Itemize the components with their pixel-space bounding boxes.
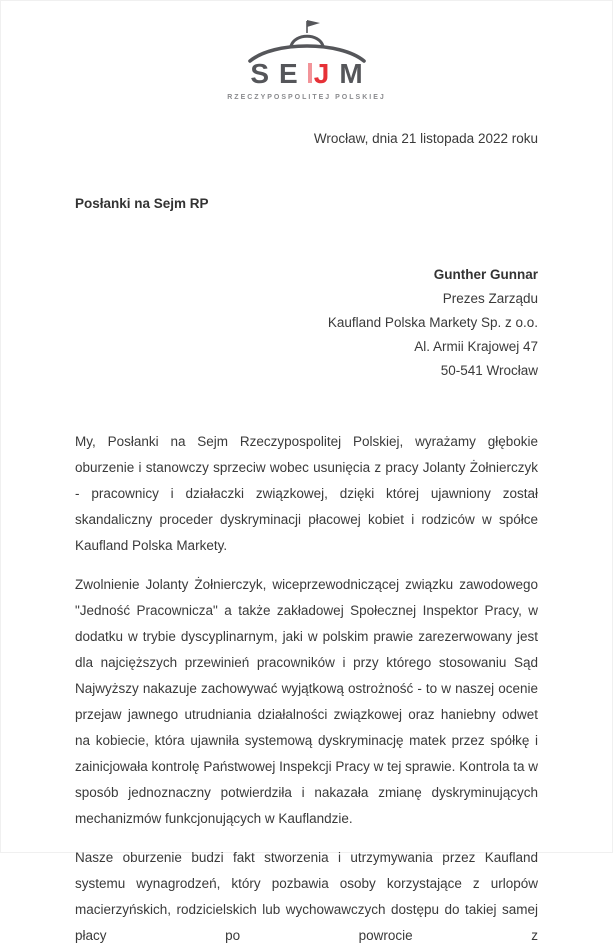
recipient-street: Al. Armii Krajowej 47 [414, 339, 538, 354]
sejm-logo [75, 16, 538, 101]
letter-body [75, 429, 538, 949]
logo-subtitle: RZECZYPOSPOLITEJ POLSKIEJ [227, 94, 386, 101]
recipient-company: Kaufland Polska Markety Sp. z o.o. [327, 315, 538, 330]
recipient-block [75, 263, 538, 383]
paragraph-2: Zwolnienie Jolanty Żołnierczyk, wiceprzewodniczącej związku zawodowego "Jedność Pracownicza" a także zakładowej Społecznej Inspektor Pracy, w dodatku w trybie dyscyplinarnym, jaki w polskim prawie zarezerwowany jest dla najcięższych przewinień pracowników i przy którego stosowaniu Sąd Najwyższy nakazuje zachowywać wyjątkową ostrożność - to w naszej ocenie przejaw jawnego utrudniania działalności związkowej oraz haniebny odwet na kobiecie, która ujawniła systemową dyskryminację matek przez spółkę i zainicjowała kontrolę Państwowej Inspekcji Pracy w tej sprawie. Kontrola ta w sposób jednoznaczny potwierdziła i nakazała zmianę dyskryminujących mechanizmów funkcjonujących w Kauflandzie. [75, 577, 538, 826]
logo-j-stripe [308, 63, 312, 83]
logo-wordmark [75, 60, 538, 88]
sejm-dome-icon [246, 16, 368, 64]
flag-icon [307, 20, 320, 27]
logo-letter-e: E [279, 58, 298, 89]
recipient-name: Gunther Gunnar [433, 267, 538, 282]
paragraph-3: Nasze oburzenie budzi fakt stworzenia i utrzymywania przez Kaufland systemu wynagrodzeń, który pozbawia osoby korzystające z urlopów macierzyńskich, rodzicielskich lub wychowawczych dostępu do takiej samej płacy po powrocie z [75, 850, 538, 943]
paragraph-1: My, Posłanki na Sejm Rzeczypospolitej Polskiej, wyrażamy głębokie oburzenie i stanowczy sprzeciw wobec usunięcia z pracy Jolanty Żołnierczyk - pracownicy i działaczki związkowej, dzięki której ujawniony został skandaliczny proceder dyskryminacji płacowej kobiet i rodziców w spółce Kaufland Polska Markety. [75, 434, 538, 553]
recipient-role: Prezes Zarządu [442, 291, 538, 306]
sender-line: Posłanki na Sejm RP [75, 196, 209, 211]
logo-letter-j: J [313, 58, 330, 89]
recipient-city: 50-541 Wrocław [440, 363, 538, 378]
date-line: Wrocław, dnia 21 listopada 2022 roku [313, 131, 538, 146]
logo-letter-s: S [250, 58, 270, 89]
logo-letter-m: M [339, 58, 363, 89]
